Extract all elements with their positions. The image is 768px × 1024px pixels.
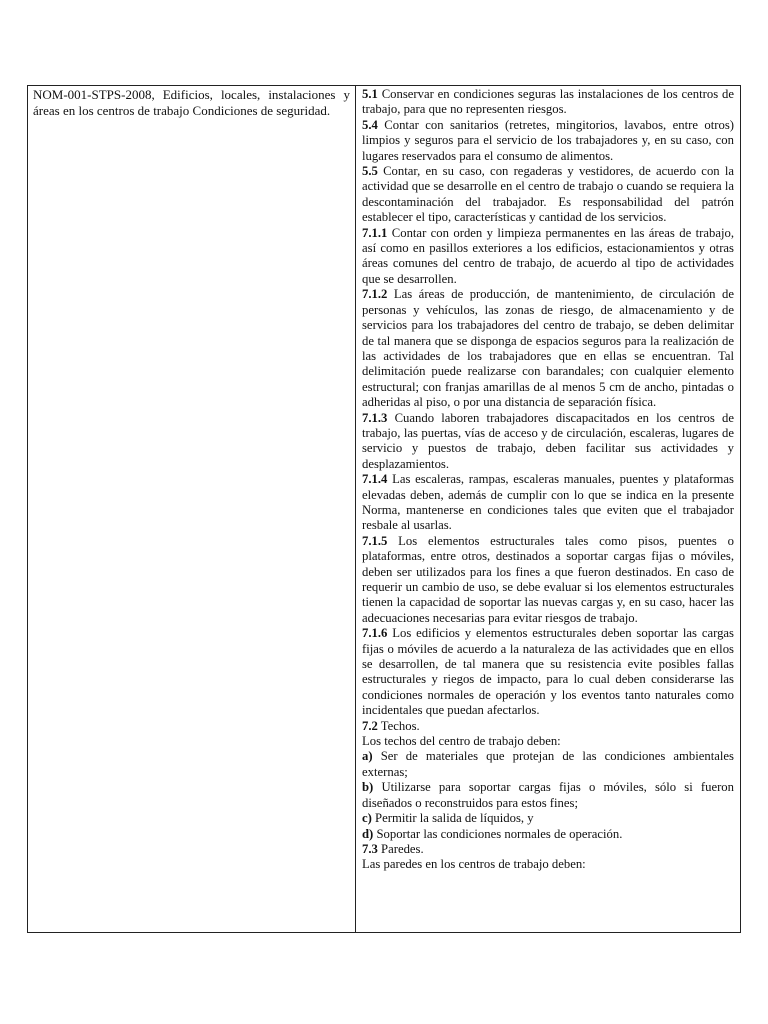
section-text: Las áreas de producción, de mantenimiento, de circulación de personas y vehículos, las zonas de riesgo, de almacenamiento y de servicios para los trabajadores del centro de trabajo, se deben delimitar de tal manera que se disponga de espacios seguros para la realización de las actividades de los trabajadores que en ellas se encuentran. Tal delimitación puede realizarse con barandales; con cualquier elemento estructural; con franjas amarillas de al menos 5 cm de ancho, pintadas o adheridas al piso, o por una distancia de separación física. bbox=[362, 287, 734, 410]
section-7-2 bbox=[362, 719, 734, 734]
item-text: Permitir la salida de líquidos, y bbox=[371, 811, 534, 826]
section-7-3 bbox=[362, 842, 734, 857]
requirements-cell bbox=[356, 86, 740, 932]
item-c bbox=[362, 811, 734, 826]
section-7-1-1 bbox=[362, 226, 734, 288]
roofs-intro bbox=[362, 734, 734, 749]
item-label: c) bbox=[362, 811, 372, 826]
section-7-1-6 bbox=[362, 626, 734, 718]
item-text: Ser de materiales que protejan de las condiciones ambientales externas; bbox=[362, 749, 734, 779]
section-text: Paredes. bbox=[377, 841, 424, 856]
item-text: Utilizarse para soportar cargas fijas o móviles, sólo si fueron diseñados o reconstruidos para estos fines; bbox=[362, 780, 734, 810]
regulation-table bbox=[27, 85, 741, 933]
section-label: 7.1.1 bbox=[362, 225, 388, 240]
section-text: Los edificios y elementos estructurales deben soportar las cargas fijas o móviles de acuerdo a la naturaleza de las actividades que en ellos se desarrollen, de tal manera que su resistencia evite posibles fallas estructurales y riegos de impacto, para lo cual deben considerarse las condiciones normales de operación y los eventos tanto naturales como incidentales que puedan afectarlos. bbox=[362, 626, 734, 718]
section-7-1-4 bbox=[362, 472, 734, 534]
section-text: Contar con orden y limpieza permanentes en las áreas de trabajo, así como en pasillos exteriores a los edificios, estacionamientos y otras áreas comunes del centro de trabajo, de acuerdo al tipo de actividades que se desarrollen. bbox=[362, 225, 734, 286]
section-label: 7.1.4 bbox=[362, 472, 388, 487]
walls-intro bbox=[362, 857, 734, 872]
section-text: Las escaleras, rampas, escaleras manuales, puentes y plataformas elevadas deben, además de cumplir con lo que se indica en la presente Norma, mantenerse en condiciones tales que eviten que el trabajador resbale al usarlas. bbox=[362, 472, 734, 533]
item-label: a) bbox=[362, 749, 373, 764]
section-label: 5.1 bbox=[362, 87, 378, 101]
section-text: Contar, en su caso, con regaderas y vestidores, de acuerdo con la actividad que se desarrolle en el centro de trabajo o cuando se requiera la descontaminación del trabajador. Es responsabilidad del patrón establecer el tipo, características y cantidad de los servicios. bbox=[362, 164, 734, 225]
section-text: Los elementos estructurales tales como pisos, puentes o plataformas, entre otros, destinados a soportar cargas fijas o móviles, deben ser utilizados para los fines a que fueron destinados. En caso de requerir un cambio de uso, se debe evaluar si los elementos estructurales tienen la capacidad de soportar las nuevas cargas y, en su caso, hacer las adecuaciones necesarias para evitar riesgos de trabajo. bbox=[362, 533, 734, 625]
section-label: 7.1.6 bbox=[362, 626, 388, 641]
section-5-5 bbox=[362, 164, 734, 226]
section-label: 7.3 bbox=[362, 841, 378, 856]
item-label: b) bbox=[362, 780, 374, 795]
section-text: Contar con sanitarios (retretes, mingitorios, lavabos, entre otros) limpios y seguros para el servicio de los trabajadores y, en su caso, con lugares reservados para el consumo de alimentos. bbox=[362, 117, 734, 163]
section-label: 7.1.5 bbox=[362, 533, 388, 548]
section-text: Conservar en condiciones seguras las instalaciones de los centros de trabajo, para que no representen riesgos. bbox=[362, 87, 734, 117]
section-7-1-5 bbox=[362, 534, 734, 626]
item-label: d) bbox=[362, 826, 374, 841]
item-b bbox=[362, 780, 734, 811]
item-text: Soportar las condiciones normales de operación. bbox=[373, 826, 623, 841]
section-text: Techos. bbox=[377, 718, 420, 733]
section-label: 7.1.2 bbox=[362, 287, 388, 302]
section-5-1 bbox=[362, 87, 734, 118]
section-label: 5.4 bbox=[362, 117, 378, 132]
norm-title: NOM-001-STPS-2008, Edificios, locales, instalaciones y áreas en los centros de trabajo Condiciones de seguridad. bbox=[33, 87, 350, 118]
section-text: Cuando laboren trabajadores discapacitados en los centros de trabajo, las puertas, vías de acceso y de circulación, escaleras, lugares de servicio y puestos de trabajo, deben facilitar sus actividades y desplazamientos. bbox=[362, 410, 734, 471]
item-d bbox=[362, 827, 734, 842]
section-label: 7.1.3 bbox=[362, 410, 388, 425]
section-label: 5.5 bbox=[362, 164, 378, 179]
section-text: Las paredes en los centros de trabajo deben: bbox=[362, 857, 586, 872]
norm-title-cell bbox=[28, 86, 356, 932]
item-a bbox=[362, 749, 734, 780]
section-label: 7.2 bbox=[362, 718, 378, 733]
section-7-1-3 bbox=[362, 411, 734, 473]
section-5-4 bbox=[362, 118, 734, 164]
section-text: Los techos del centro de trabajo deben: bbox=[362, 734, 561, 749]
section-7-1-2 bbox=[362, 287, 734, 410]
